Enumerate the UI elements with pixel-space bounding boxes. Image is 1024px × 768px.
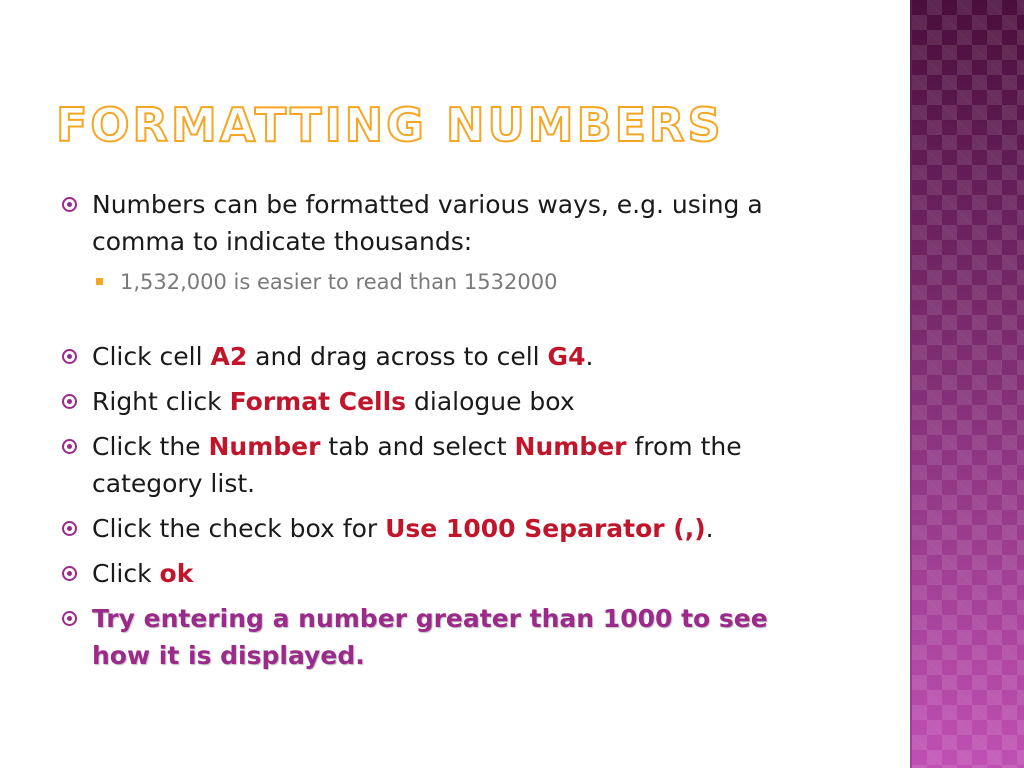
bullet-item: [62, 428, 822, 502]
bullet-text: Click the: [92, 432, 209, 461]
highlight-cell-a2: A2: [210, 342, 248, 371]
slide-title: FORMATTING NUMBERS: [56, 98, 724, 152]
square-bullet-icon: [96, 278, 103, 285]
spacer: [62, 298, 822, 338]
bullet-item: [62, 383, 822, 420]
bullet-item: [62, 338, 822, 375]
highlight-format-cells: Format Cells: [229, 387, 407, 416]
bullet-item: [62, 186, 822, 260]
bullet-text: Numbers can be formatted various ways, e.g. using a comma to indicate thousands:: [92, 190, 763, 256]
emphasis-text: Try entering a number greater than 1000 to see how it is displayed.: [92, 604, 768, 670]
sub-bullet-text: 1,532,000 is easier to read than 1532000: [120, 270, 558, 294]
bullet-item: [62, 510, 822, 547]
highlight-number-tab: Number: [208, 432, 321, 461]
circle-bullet-icon: [62, 394, 77, 409]
bullet-text: Click cell: [92, 342, 211, 371]
circle-bullet-icon: [62, 566, 77, 581]
circle-bullet-icon: [62, 197, 77, 212]
bullet-text: .: [705, 514, 714, 543]
bullet-text: and drag across to cell: [247, 342, 548, 371]
circle-bullet-icon: [62, 611, 77, 626]
slide-content: [62, 186, 822, 682]
circle-bullet-icon: [62, 349, 77, 364]
highlight-ok: ok: [159, 559, 194, 588]
bullet-item: [62, 555, 822, 592]
highlight-separator-option: Use 1000 Separator (,): [385, 514, 706, 543]
bullet-text: Click: [92, 559, 160, 588]
bullet-text: Click the check box for: [92, 514, 386, 543]
circle-bullet-icon: [62, 439, 77, 454]
circle-bullet-icon: [62, 521, 77, 536]
bullet-text: from the category list.: [92, 432, 742, 498]
sub-bullet-item: [92, 266, 822, 298]
bullet-item: [62, 600, 822, 674]
highlight-cell-g4: G4: [547, 342, 586, 371]
decorative-side-panel: [912, 0, 1024, 768]
bullet-text: Right click: [92, 387, 230, 416]
bullet-text: .: [585, 342, 594, 371]
bullet-text: tab and select: [320, 432, 515, 461]
highlight-number-category: Number: [514, 432, 627, 461]
bullet-text: dialogue box: [406, 387, 575, 416]
